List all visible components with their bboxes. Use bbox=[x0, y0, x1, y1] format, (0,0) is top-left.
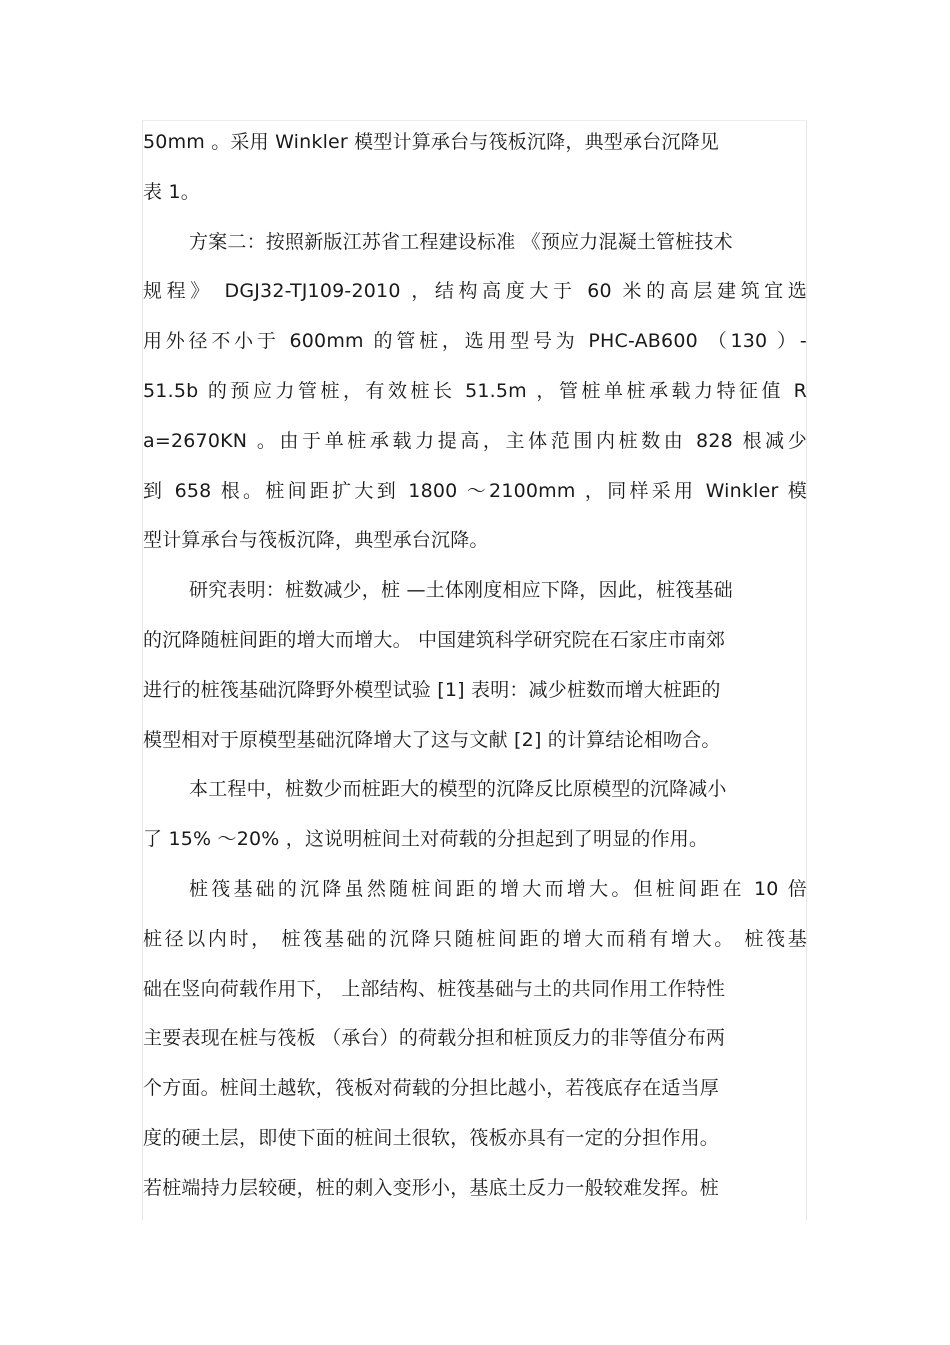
text-line: 表 1。 bbox=[143, 180, 200, 203]
paragraph-start-line: 研究表明：桩数减少，桩 —土体刚度相应下降，因此，桩筏基础 bbox=[189, 579, 733, 602]
text-line: 若桩端持力层较硬，桩的刺入变形小，基底土反力一般较难发挥。桩 bbox=[143, 1176, 720, 1199]
paragraph-start-line: 本工程中，桩数少而桩距大的模型的沉降反比原模型的沉降减小 bbox=[189, 778, 727, 801]
text-line: 进行的桩筏基础沉降野外模型试验 [1] 表明：减少桩数而增大桩距的 bbox=[143, 678, 721, 701]
text-line: a=2670KN 。由于单桩承载力提高，主体范围内桩数由 828 根减少 bbox=[143, 429, 807, 452]
text-line: 51.5b 的预应力管桩，有效桩长 51.5m ，管桩单桩承载力特征值 R bbox=[143, 379, 807, 402]
text-line: 用外径不小于 600mm 的管桩，选用型号为 PHC-AB600 （130 ）- bbox=[143, 330, 807, 353]
text-line: 型计算承台与筏板沉降，典型承台沉降。 bbox=[143, 529, 489, 552]
text-line: 50mm 。采用 Winkler 模型计算承台与筏板沉降，典型承台沉降见 bbox=[143, 131, 719, 153]
text-line: 模型相对于原模型基础沉降增大了这与文献 [2] 的计算结论相吻合。 bbox=[143, 728, 721, 751]
text-line: 了 15% ～20% ，这说明桩间土对荷载的分担起到了明显的作用。 bbox=[143, 828, 709, 851]
text-line: 础在竖向荷载作用下， 上部结构、桩筏基础与土的共同作用工作特性 bbox=[143, 977, 726, 1000]
text-line: 规程》 DGJ32-TJ109-2010 ，结构高度大于 60 米的高层建筑宜选 bbox=[143, 280, 807, 303]
text-line: 个方面。桩间土越软，筏板对荷载的分担比越小，若筏底存在适当厚 bbox=[143, 1077, 720, 1100]
paragraph-start-line: 桩筏基础的沉降虽然随桩间距的增大而增大。但桩间距在 10 倍 bbox=[189, 877, 807, 900]
text-line: 的沉降随桩间距的增大而增大。 中国建筑科学研究院在石家庄市南郊 bbox=[143, 628, 726, 651]
text-line: 到 658 根。桩间距扩大到 1800 ～2100mm ，同样采用 Winkler 模 bbox=[143, 479, 807, 502]
text-line: 桩径以内时， 桩筏基础的沉降只随桩间距的增大而稍有增大。 桩筏基 bbox=[143, 927, 807, 950]
text-line: 度的硬土层，即使下面的桩间土很软，筏板亦具有一定的分担作用。 bbox=[143, 1126, 720, 1149]
paragraph-start-line: 方案二：按照新版江苏省工程建设标准 《预应力混凝土管桩技术 bbox=[189, 230, 733, 253]
text-line: 主要表现在桩与筏板 （承台）的荷载分担和桩顶反力的非等值分布两 bbox=[143, 1027, 726, 1050]
document-body bbox=[143, 118, 807, 1214]
